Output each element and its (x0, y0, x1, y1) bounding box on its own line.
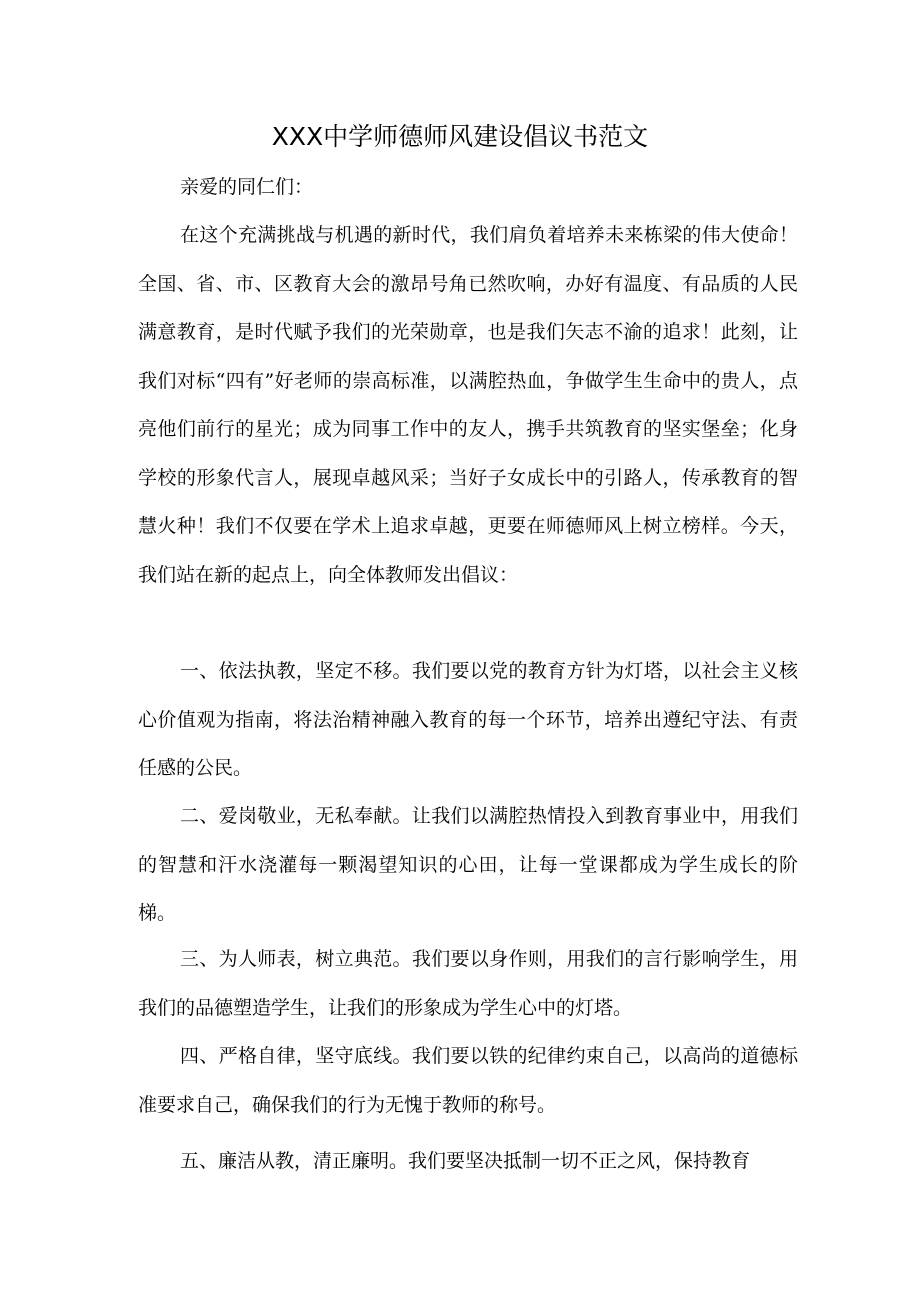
salutation: 亲爱的同仁们： (180, 176, 314, 198)
paragraph-item-3: 三、为人师表，树立典范。我们要以身作则，用我们的言行影响学生，用我们的品德塑造学生，让我们的形象成为学生心中的灯塔。 (138, 948, 798, 1019)
paragraph-item-2: 二、爱岗敬业，无私奉献。让我们以满腔热情投入到教育事业中，用我们的智慧和汗水浇灌每一颗渴望知识的心田，让每一堂课都成为学生成长的阶梯。 (138, 805, 798, 924)
paragraph-intro: 在这个充满挑战与机遇的新时代，我们肩负着培养未来栋梁的伟大使命！全国、省、市、区教育大会的激昂号角已然吹响，办好有温度、有品质的人民满意教育，是时代赋予我们的光荣勋章，也是我们矢志不渝的追求！此刻，让我们对标“四有”好老师的崇高标准，以满腔热血，争做学生生命中的贵人，点亮他们前行的星光；成为同事工作中的友人，携手共筑教育的坚实堡垒；化身学校的形象代言人，展现卓越风采；当好子女成长中的引路人，传承教育的智慧火种！我们不仅要在学术上追求卓越，更要在师德师风上树立榜样。今天，我们站在新的起点上，向全体教师发出倡议： (138, 224, 798, 586)
paragraph-item-1: 一、依法执教，坚定不移。我们要以党的教育方针为灯塔，以社会主义核心价值观为指南，将法治精神融入教育的每一个环节，培养出遵纪守法、有责任感的公民。 (138, 660, 798, 779)
paragraph-item-4: 四、严格自律，坚守底线。我们要以铁的纪律约束自己，以高尚的道德标准要求自己，确保我们的行为无愧于教师的称号。 (138, 1045, 798, 1116)
document-title: XXX中学师德师风建设倡议书范文 (271, 122, 649, 151)
paragraph-item-5: 五、廉洁从教，清正廉明。我们要坚决抵制一切不正之风，保持教育 (180, 1150, 751, 1172)
